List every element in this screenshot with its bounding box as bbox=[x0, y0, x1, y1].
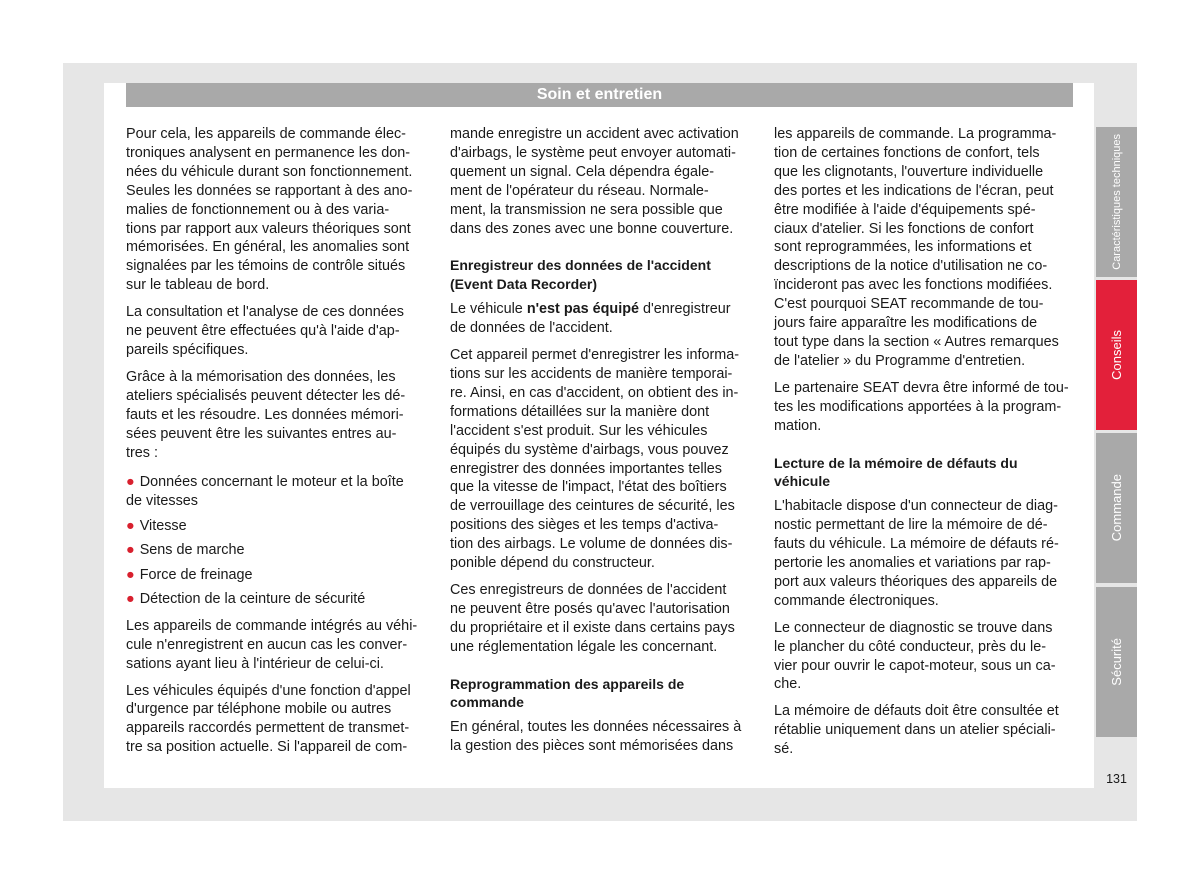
paragraph: Pour cela, les appareils de commande élec- troniques analysent en permanence les don- nées du véhicule durant son fonctionnement. Seules les données se rapportant à des ano- malies de fonctionnement ou à des varia- tions par rapport aux valeurs théoriques sont mémorisées. En général, les anomalies sont signalées par les témoins de contrôle situés sur le tableau de bord. bbox=[126, 126, 413, 294]
tab-caracteristiques-techniques[interactable]: Caractéristiques techniques bbox=[1096, 127, 1137, 277]
bullet-icon: ● bbox=[126, 566, 135, 583]
text-column-1 bbox=[126, 125, 426, 765]
paragraph: En général, toutes les données nécessaires à la gestion des pièces sont mémorisées dans bbox=[450, 719, 742, 755]
paragraph: Grâce à la mémorisation des données, les ateliers spécialisés peuvent détecter les dé- fauts et les résoudre. Les données mémori- sées peuvent être les suivantes entres au- tres : bbox=[126, 368, 406, 461]
bullet-icon: ● bbox=[126, 474, 135, 491]
paragraph: mande enregistre un accident avec activation d'airbags, le système peut envoyer automati- quement un signal. Cela dépendra égale- ment de l'opérateur du réseau. Normale- ment, la transmission ne sera possible que dans des zones avec une bonne couverture. bbox=[450, 126, 739, 237]
paragraph: Le partenaire SEAT devra être informé de tou- tes les modifications apportées à la program- mation. bbox=[774, 379, 1069, 434]
paragraph: La consultation et l'analyse de ces données ne peuvent être effectuées qu'à l'aide d'ap- pareils spécifiques. bbox=[126, 304, 404, 358]
tab-conseils[interactable]: Conseils bbox=[1096, 280, 1137, 430]
bullet-icon: ● bbox=[126, 517, 135, 534]
paragraph: Le véhicule n'est pas équipé d'enregistreur de données de l'accident. bbox=[450, 301, 731, 337]
bullet-icon: ● bbox=[126, 542, 135, 559]
paragraph: Les appareils de commande intégrés au véhi- cule n'enregistrent en aucun cas les conver- sations ayant lieu à l'intérieur de celui-ci. bbox=[126, 617, 418, 672]
page-number: 131 bbox=[1106, 772, 1127, 786]
list-item: ● Sens de marche bbox=[126, 542, 245, 559]
list-item: ● Force de freinage bbox=[126, 566, 253, 583]
list-item: ● Vitesse bbox=[126, 517, 187, 534]
paragraph: Les véhicules équipés d'une fonction d'appel d'urgence par téléphone mobile ou autres appareils raccordés permettent de transmet- tre sa position actuelle. Si l'appareil de com- bbox=[126, 682, 411, 756]
paragraph: Le connecteur de diagnostic se trouve dans le plancher du côté conducteur, près du le- vier pour ouvrir le capot-moteur, sous un ca- che. bbox=[774, 619, 1056, 693]
subheading: Reprogrammation des appareils de commande bbox=[450, 675, 685, 711]
paragraph: La mémoire de défauts doit être consultée et rétablie uniquement dans un atelier spéciali- sé. bbox=[774, 703, 1059, 758]
tab-commande[interactable]: Commande bbox=[1096, 433, 1137, 583]
paragraph: les appareils de commande. La programma- tion de certaines fonctions de confort, tels que les clignotants, l'ouverture individuelle des portes et les indications de l'écran, peut être modifiée à l'aide d'équipements spé- ciaux d'atelier. Si les fonctions de confort sont reprogrammées, les informations et descriptions de la notice d'utilisation ne co- ïncideront pas avec les fonctions modifiées. C'est pourquoi SEAT recommande de tou- jours faire apparaître les modifications de tout type dans la section « Autres remarques de l'atelier » du Programme d'entretien. bbox=[774, 126, 1059, 369]
subheading: Enregistreur des données de l'accident (Event Data Recorder) bbox=[450, 257, 711, 293]
paragraph: Cet appareil permet d'enregistrer les informa- tions sur les accidents de manière temporai- re. Ainsi, en cas d'accident, on obtient des in- formations détaillées sur la manière dont l'accident s'est produit. Sur les véhicules équipés du système d'airbags, vous pouvez enregistrer des données importantes telles que la vitesse de l'impact, l'état des boîtiers de verrouillage des ceintures de sécurité, les positions des sièges et les temps d'activa- tion des airbags. Le volume de données dis- ponible dépend du constructeur. bbox=[450, 347, 740, 572]
tab-securite[interactable]: Sécurité bbox=[1096, 587, 1137, 737]
list-item: ● Données concernant le moteur et la boîte de vitesses bbox=[126, 474, 404, 510]
text-column-2 bbox=[450, 125, 750, 764]
paragraph: L'habitacle dispose d'un connecteur de diag- nostic permettant de lire la mémoire de dé- fauts du véhicule. La mémoire de défauts ré- pertorie les anomalies et variations par rap- port aux valeurs théoriques des appareils de commande électroniques. bbox=[774, 498, 1059, 609]
list-item: ● Détection de la ceinture de sécurité bbox=[126, 590, 366, 607]
text-column-3 bbox=[774, 125, 1074, 767]
section-header: Soin et entretien bbox=[126, 83, 1073, 107]
paragraph: Ces enregistreurs de données de l'accident ne peuvent être posés qu'avec l'autorisation du propriétaire et il existe dans certains pays une réglementation légale les concernant. bbox=[450, 581, 735, 655]
bullet-list bbox=[126, 473, 426, 608]
subheading: Lecture de la mémoire de défauts du véhicule bbox=[774, 454, 1018, 490]
bullet-icon: ● bbox=[126, 590, 135, 607]
